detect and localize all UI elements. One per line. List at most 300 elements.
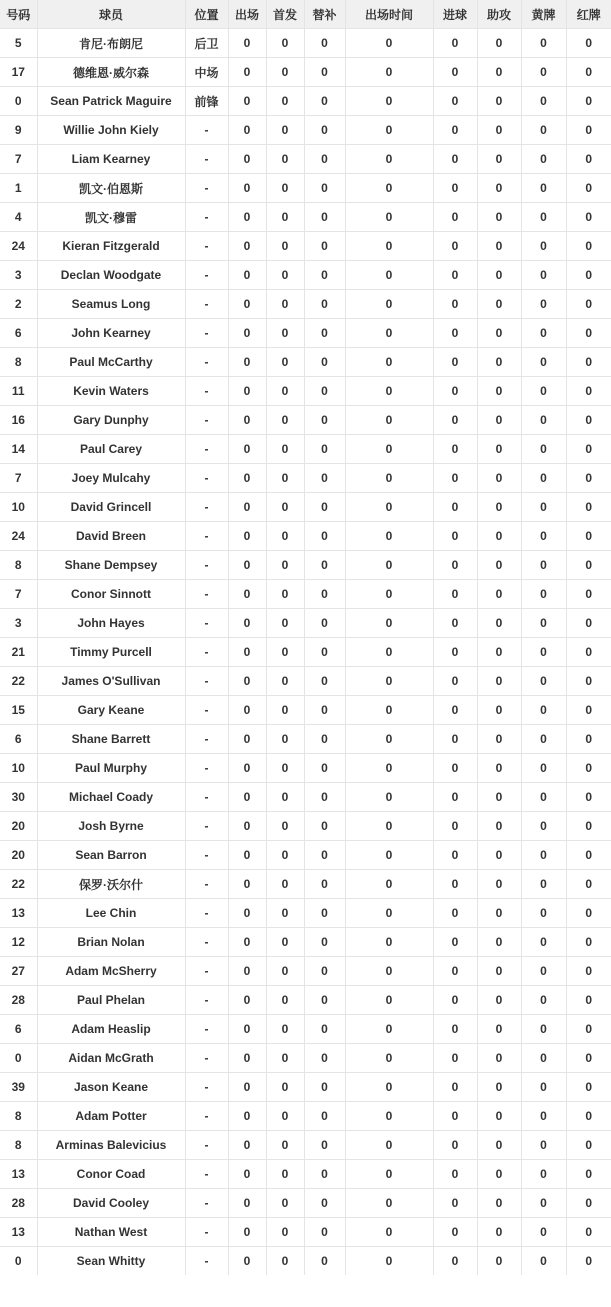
cell-assists: 0 [477, 783, 521, 812]
cell-position: - [185, 754, 228, 783]
cell-minutes-played: 0 [345, 348, 433, 377]
cell-goals: 0 [433, 725, 477, 754]
cell-appearances: 0 [228, 290, 266, 319]
cell-position: - [185, 319, 228, 348]
player-row [0, 203, 611, 232]
cell-starts: 0 [266, 58, 304, 87]
cell-position: - [185, 725, 228, 754]
cell-substitute: 0 [304, 464, 345, 493]
cell-minutes-played: 0 [345, 1044, 433, 1073]
cell-red-cards: 0 [566, 667, 611, 696]
cell-yellow-cards: 0 [521, 725, 566, 754]
cell-player: Brian Nolan [37, 928, 185, 957]
cell-goals: 0 [433, 29, 477, 58]
cell-red-cards: 0 [566, 174, 611, 203]
col-header-assists: 助攻 [477, 0, 521, 29]
cell-goals: 0 [433, 754, 477, 783]
cell-number: 20 [0, 841, 37, 870]
cell-substitute: 0 [304, 435, 345, 464]
cell-number: 2 [0, 290, 37, 319]
cell-assists: 0 [477, 464, 521, 493]
cell-goals: 0 [433, 551, 477, 580]
cell-number: 28 [0, 986, 37, 1015]
cell-assists: 0 [477, 522, 521, 551]
cell-appearances: 0 [228, 870, 266, 899]
cell-position: - [185, 1218, 228, 1247]
player-row [0, 551, 611, 580]
cell-position: - [185, 522, 228, 551]
cell-red-cards: 0 [566, 580, 611, 609]
cell-yellow-cards: 0 [521, 406, 566, 435]
cell-red-cards: 0 [566, 928, 611, 957]
cell-substitute: 0 [304, 754, 345, 783]
cell-number: 24 [0, 522, 37, 551]
cell-yellow-cards: 0 [521, 232, 566, 261]
cell-player: Timmy Purcell [37, 638, 185, 667]
cell-assists: 0 [477, 1218, 521, 1247]
cell-position: 中场 [185, 58, 228, 87]
cell-yellow-cards: 0 [521, 870, 566, 899]
cell-appearances: 0 [228, 899, 266, 928]
cell-assists: 0 [477, 29, 521, 58]
cell-number: 10 [0, 754, 37, 783]
player-row [0, 870, 611, 899]
cell-red-cards: 0 [566, 870, 611, 899]
cell-minutes-played: 0 [345, 1015, 433, 1044]
cell-minutes-played: 0 [345, 174, 433, 203]
cell-yellow-cards: 0 [521, 203, 566, 232]
cell-substitute: 0 [304, 261, 345, 290]
player-row [0, 725, 611, 754]
cell-minutes-played: 0 [345, 754, 433, 783]
cell-player: Adam Potter [37, 1102, 185, 1131]
cell-starts: 0 [266, 290, 304, 319]
cell-substitute: 0 [304, 522, 345, 551]
cell-red-cards: 0 [566, 1044, 611, 1073]
cell-position: - [185, 928, 228, 957]
cell-player: Sean Patrick Maguire [37, 87, 185, 116]
player-row [0, 696, 611, 725]
cell-appearances: 0 [228, 116, 266, 145]
cell-starts: 0 [266, 232, 304, 261]
cell-assists: 0 [477, 174, 521, 203]
cell-number: 11 [0, 377, 37, 406]
cell-goals: 0 [433, 203, 477, 232]
player-row [0, 638, 611, 667]
cell-red-cards: 0 [566, 812, 611, 841]
cell-assists: 0 [477, 928, 521, 957]
cell-minutes-played: 0 [345, 145, 433, 174]
cell-number: 0 [0, 1247, 37, 1276]
cell-goals: 0 [433, 580, 477, 609]
cell-number: 20 [0, 812, 37, 841]
cell-assists: 0 [477, 290, 521, 319]
cell-assists: 0 [477, 406, 521, 435]
cell-position: - [185, 174, 228, 203]
cell-red-cards: 0 [566, 696, 611, 725]
cell-appearances: 0 [228, 1160, 266, 1189]
cell-position: - [185, 812, 228, 841]
cell-minutes-played: 0 [345, 87, 433, 116]
cell-goals: 0 [433, 696, 477, 725]
cell-yellow-cards: 0 [521, 696, 566, 725]
cell-position: - [185, 116, 228, 145]
cell-minutes-played: 0 [345, 203, 433, 232]
cell-goals: 0 [433, 957, 477, 986]
cell-position: - [185, 899, 228, 928]
cell-starts: 0 [266, 609, 304, 638]
cell-substitute: 0 [304, 203, 345, 232]
cell-assists: 0 [477, 145, 521, 174]
cell-assists: 0 [477, 1015, 521, 1044]
cell-minutes-played: 0 [345, 1189, 433, 1218]
cell-goals: 0 [433, 870, 477, 899]
cell-number: 8 [0, 1102, 37, 1131]
cell-red-cards: 0 [566, 957, 611, 986]
cell-substitute: 0 [304, 1247, 345, 1276]
cell-substitute: 0 [304, 1218, 345, 1247]
cell-goals: 0 [433, 986, 477, 1015]
cell-assists: 0 [477, 1189, 521, 1218]
cell-red-cards: 0 [566, 319, 611, 348]
cell-number: 3 [0, 609, 37, 638]
cell-player: Seamus Long [37, 290, 185, 319]
player-row [0, 174, 611, 203]
cell-appearances: 0 [228, 464, 266, 493]
player-row [0, 841, 611, 870]
cell-starts: 0 [266, 406, 304, 435]
player-row [0, 754, 611, 783]
cell-yellow-cards: 0 [521, 435, 566, 464]
cell-starts: 0 [266, 986, 304, 1015]
cell-player: Paul Murphy [37, 754, 185, 783]
cell-yellow-cards: 0 [521, 87, 566, 116]
cell-yellow-cards: 0 [521, 464, 566, 493]
cell-substitute: 0 [304, 1160, 345, 1189]
player-row [0, 957, 611, 986]
cell-assists: 0 [477, 870, 521, 899]
cell-starts: 0 [266, 464, 304, 493]
cell-goals: 0 [433, 116, 477, 145]
cell-number: 21 [0, 638, 37, 667]
col-header-position: 位置 [185, 0, 228, 29]
cell-assists: 0 [477, 1044, 521, 1073]
cell-red-cards: 0 [566, 493, 611, 522]
cell-player: Willie John Kiely [37, 116, 185, 145]
col-header-goals: 进球 [433, 0, 477, 29]
cell-position: - [185, 551, 228, 580]
cell-goals: 0 [433, 522, 477, 551]
cell-player: Gary Keane [37, 696, 185, 725]
cell-player: Gary Dunphy [37, 406, 185, 435]
cell-player: Josh Byrne [37, 812, 185, 841]
cell-yellow-cards: 0 [521, 957, 566, 986]
cell-substitute: 0 [304, 87, 345, 116]
cell-minutes-played: 0 [345, 1218, 433, 1247]
cell-player: 保罗·沃尔什 [37, 870, 185, 899]
cell-red-cards: 0 [566, 464, 611, 493]
cell-goals: 0 [433, 1160, 477, 1189]
cell-player: 德维恩·威尔森 [37, 58, 185, 87]
cell-minutes-played: 0 [345, 725, 433, 754]
cell-yellow-cards: 0 [521, 812, 566, 841]
col-header-number: 号码 [0, 0, 37, 29]
cell-appearances: 0 [228, 1189, 266, 1218]
cell-assists: 0 [477, 58, 521, 87]
cell-player: 肯尼·布朗尼 [37, 29, 185, 58]
player-row [0, 667, 611, 696]
cell-goals: 0 [433, 841, 477, 870]
player-row [0, 29, 611, 58]
col-header-red-cards: 红牌 [566, 0, 611, 29]
cell-yellow-cards: 0 [521, 899, 566, 928]
cell-player: Arminas Balevicius [37, 1131, 185, 1160]
cell-minutes-played: 0 [345, 870, 433, 899]
cell-minutes-played: 0 [345, 899, 433, 928]
cell-red-cards: 0 [566, 1247, 611, 1276]
cell-red-cards: 0 [566, 377, 611, 406]
cell-starts: 0 [266, 1102, 304, 1131]
player-row [0, 319, 611, 348]
cell-position: - [185, 435, 228, 464]
cell-number: 6 [0, 1015, 37, 1044]
cell-yellow-cards: 0 [521, 29, 566, 58]
cell-yellow-cards: 0 [521, 667, 566, 696]
cell-appearances: 0 [228, 667, 266, 696]
cell-substitute: 0 [304, 348, 345, 377]
cell-yellow-cards: 0 [521, 986, 566, 1015]
cell-goals: 0 [433, 290, 477, 319]
cell-starts: 0 [266, 1247, 304, 1276]
cell-starts: 0 [266, 319, 304, 348]
cell-position: - [185, 1044, 228, 1073]
player-row [0, 580, 611, 609]
cell-minutes-played: 0 [345, 29, 433, 58]
cell-number: 3 [0, 261, 37, 290]
cell-assists: 0 [477, 841, 521, 870]
cell-appearances: 0 [228, 348, 266, 377]
cell-number: 24 [0, 232, 37, 261]
cell-starts: 0 [266, 928, 304, 957]
cell-red-cards: 0 [566, 261, 611, 290]
cell-starts: 0 [266, 1218, 304, 1247]
player-row [0, 377, 611, 406]
cell-assists: 0 [477, 493, 521, 522]
cell-minutes-played: 0 [345, 1160, 433, 1189]
cell-minutes-played: 0 [345, 493, 433, 522]
cell-appearances: 0 [228, 783, 266, 812]
player-row [0, 1189, 611, 1218]
cell-minutes-played: 0 [345, 464, 433, 493]
cell-assists: 0 [477, 348, 521, 377]
cell-substitute: 0 [304, 986, 345, 1015]
cell-yellow-cards: 0 [521, 145, 566, 174]
cell-starts: 0 [266, 174, 304, 203]
cell-position: - [185, 667, 228, 696]
cell-number: 14 [0, 435, 37, 464]
cell-minutes-played: 0 [345, 319, 433, 348]
cell-player: Lee Chin [37, 899, 185, 928]
cell-player: Aidan McGrath [37, 1044, 185, 1073]
cell-minutes-played: 0 [345, 261, 433, 290]
cell-yellow-cards: 0 [521, 1189, 566, 1218]
cell-appearances: 0 [228, 406, 266, 435]
cell-substitute: 0 [304, 174, 345, 203]
cell-number: 0 [0, 1044, 37, 1073]
player-row [0, 812, 611, 841]
player-row [0, 261, 611, 290]
cell-number: 22 [0, 870, 37, 899]
cell-substitute: 0 [304, 609, 345, 638]
cell-minutes-played: 0 [345, 1131, 433, 1160]
cell-appearances: 0 [228, 377, 266, 406]
cell-number: 16 [0, 406, 37, 435]
cell-assists: 0 [477, 696, 521, 725]
cell-position: - [185, 203, 228, 232]
cell-red-cards: 0 [566, 1131, 611, 1160]
cell-red-cards: 0 [566, 1160, 611, 1189]
cell-starts: 0 [266, 377, 304, 406]
cell-red-cards: 0 [566, 841, 611, 870]
cell-goals: 0 [433, 1102, 477, 1131]
col-header-player: 球员 [37, 0, 185, 29]
cell-position: 后卫 [185, 29, 228, 58]
cell-appearances: 0 [228, 638, 266, 667]
cell-player: Kieran Fitzgerald [37, 232, 185, 261]
cell-goals: 0 [433, 1189, 477, 1218]
cell-substitute: 0 [304, 580, 345, 609]
header-row [0, 0, 611, 29]
cell-player: 凯文·穆雷 [37, 203, 185, 232]
cell-goals: 0 [433, 348, 477, 377]
cell-assists: 0 [477, 957, 521, 986]
cell-starts: 0 [266, 1189, 304, 1218]
cell-substitute: 0 [304, 638, 345, 667]
cell-number: 7 [0, 464, 37, 493]
cell-appearances: 0 [228, 812, 266, 841]
cell-assists: 0 [477, 319, 521, 348]
cell-yellow-cards: 0 [521, 638, 566, 667]
cell-red-cards: 0 [566, 725, 611, 754]
cell-position: - [185, 1189, 228, 1218]
cell-substitute: 0 [304, 1131, 345, 1160]
cell-player: David Cooley [37, 1189, 185, 1218]
cell-red-cards: 0 [566, 145, 611, 174]
cell-player: John Hayes [37, 609, 185, 638]
cell-number: 8 [0, 348, 37, 377]
cell-appearances: 0 [228, 551, 266, 580]
cell-appearances: 0 [228, 29, 266, 58]
cell-goals: 0 [433, 58, 477, 87]
cell-goals: 0 [433, 319, 477, 348]
cell-red-cards: 0 [566, 348, 611, 377]
cell-minutes-played: 0 [345, 551, 433, 580]
cell-substitute: 0 [304, 1189, 345, 1218]
cell-starts: 0 [266, 754, 304, 783]
cell-player: Liam Kearney [37, 145, 185, 174]
cell-goals: 0 [433, 1131, 477, 1160]
cell-appearances: 0 [228, 841, 266, 870]
cell-goals: 0 [433, 1044, 477, 1073]
cell-assists: 0 [477, 1102, 521, 1131]
cell-player: David Grincell [37, 493, 185, 522]
cell-goals: 0 [433, 667, 477, 696]
cell-appearances: 0 [228, 58, 266, 87]
cell-appearances: 0 [228, 1102, 266, 1131]
cell-assists: 0 [477, 667, 521, 696]
cell-red-cards: 0 [566, 1218, 611, 1247]
player-row [0, 1131, 611, 1160]
cell-yellow-cards: 0 [521, 493, 566, 522]
cell-starts: 0 [266, 29, 304, 58]
cell-number: 4 [0, 203, 37, 232]
cell-minutes-played: 0 [345, 406, 433, 435]
cell-red-cards: 0 [566, 899, 611, 928]
cell-number: 6 [0, 319, 37, 348]
player-row [0, 1044, 611, 1073]
cell-player: Jason Keane [37, 1073, 185, 1102]
cell-position: 前锋 [185, 87, 228, 116]
player-row [0, 986, 611, 1015]
cell-substitute: 0 [304, 1102, 345, 1131]
cell-red-cards: 0 [566, 638, 611, 667]
cell-number: 13 [0, 1160, 37, 1189]
cell-red-cards: 0 [566, 986, 611, 1015]
cell-appearances: 0 [228, 87, 266, 116]
cell-minutes-played: 0 [345, 957, 433, 986]
cell-yellow-cards: 0 [521, 319, 566, 348]
cell-yellow-cards: 0 [521, 348, 566, 377]
cell-number: 13 [0, 899, 37, 928]
cell-red-cards: 0 [566, 522, 611, 551]
cell-position: - [185, 1015, 228, 1044]
cell-yellow-cards: 0 [521, 1131, 566, 1160]
cell-substitute: 0 [304, 145, 345, 174]
cell-minutes-played: 0 [345, 928, 433, 957]
player-row [0, 145, 611, 174]
cell-substitute: 0 [304, 290, 345, 319]
cell-position: - [185, 377, 228, 406]
cell-number: 30 [0, 783, 37, 812]
player-row [0, 493, 611, 522]
cell-red-cards: 0 [566, 87, 611, 116]
cell-position: - [185, 290, 228, 319]
cell-assists: 0 [477, 1073, 521, 1102]
cell-yellow-cards: 0 [521, 1218, 566, 1247]
cell-assists: 0 [477, 1131, 521, 1160]
cell-player: Sean Barron [37, 841, 185, 870]
cell-minutes-played: 0 [345, 116, 433, 145]
cell-position: - [185, 406, 228, 435]
cell-yellow-cards: 0 [521, 1160, 566, 1189]
player-row [0, 1102, 611, 1131]
cell-starts: 0 [266, 522, 304, 551]
cell-player: David Breen [37, 522, 185, 551]
cell-starts: 0 [266, 783, 304, 812]
cell-player: Sean Whitty [37, 1247, 185, 1276]
cell-player: Paul McCarthy [37, 348, 185, 377]
cell-appearances: 0 [228, 1131, 266, 1160]
cell-goals: 0 [433, 87, 477, 116]
cell-yellow-cards: 0 [521, 377, 566, 406]
cell-starts: 0 [266, 493, 304, 522]
cell-substitute: 0 [304, 783, 345, 812]
col-header-substitute: 替补 [304, 0, 345, 29]
cell-red-cards: 0 [566, 203, 611, 232]
cell-player: Paul Carey [37, 435, 185, 464]
cell-appearances: 0 [228, 609, 266, 638]
cell-minutes-played: 0 [345, 609, 433, 638]
